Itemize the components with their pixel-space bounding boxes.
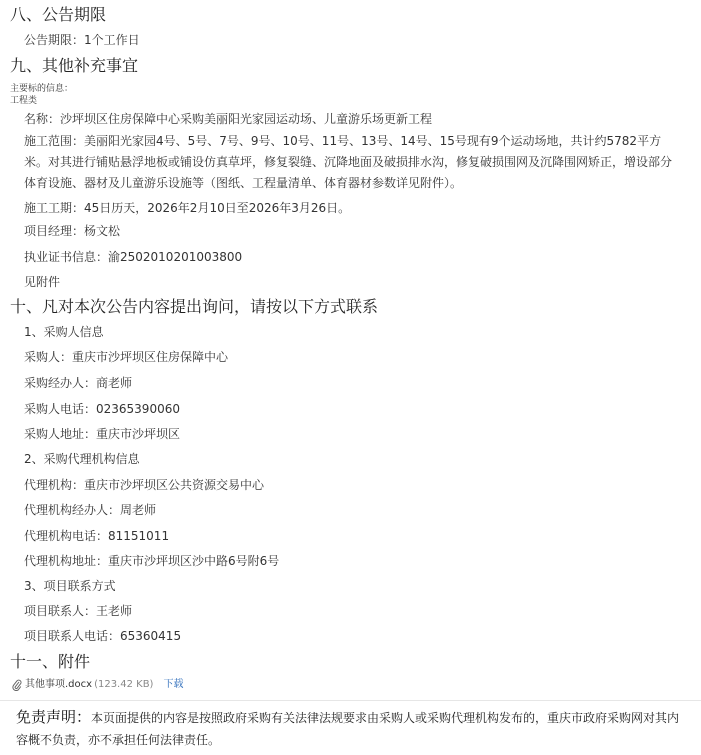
construction-scope: 施工范围：美丽阳光家园4号、5号、7号、9号、10号、11号、13号、14号、15号现有9个运动场地，共计约5782平方米。对其进行铺贴悬浮地板或铺设仿真草坪，修复裂缝、沉降地面及破损排水沟，修复破损围网及沉降围网矫正，增设部分体育设施、器材及儿童游乐设施等（图纸、工程量清单、体育器材参数详见附件）。 bbox=[24, 134, 673, 190]
purchaser-name: 采购人：重庆市沙坪坝区住房保障中心 bbox=[24, 350, 229, 364]
project-contact: 项目联系人：王老师 bbox=[24, 604, 133, 618]
project-manager: 项目经理：杨文松 bbox=[24, 224, 121, 238]
agency-phone: 代理机构电话：81151011 bbox=[24, 529, 170, 543]
divider bbox=[0, 700, 701, 701]
project-contact-phone: 项目联系人电话：65360415 bbox=[24, 629, 182, 643]
section-11-title: 十一、附件 bbox=[10, 652, 91, 671]
attachment-file-name[interactable]: 其他事项.docx bbox=[25, 679, 93, 690]
section-8-title: 八、公告期限 bbox=[10, 5, 107, 24]
download-link[interactable]: 下载 bbox=[163, 679, 184, 690]
paperclip-icon bbox=[12, 679, 22, 691]
section-10-title: 十、凡对本次公告内容提出询问，请按以下方式联系 bbox=[10, 297, 379, 316]
agency-contact: 代理机构经办人：周老师 bbox=[24, 503, 157, 517]
purchaser-phone: 采购人电话：02365390060 bbox=[24, 402, 180, 416]
notice-period: 公告期限：1个工作日 bbox=[24, 33, 140, 47]
subject-info-label: 主要标的信息： bbox=[10, 84, 74, 94]
license-info: 执业证书信息：渝2502010201003800 bbox=[24, 250, 243, 264]
category-label: 工程类 bbox=[10, 96, 38, 106]
agency-name: 代理机构：重庆市沙坪坝区公共资源交易中心 bbox=[24, 478, 265, 492]
agency-heading: 2、采购代理机构信息 bbox=[24, 452, 140, 466]
disclaimer-text: 本页面提供的内容是按照政府采购有关法律法规要求由采购人或采购代理机构发布的，重庆市政府采购网对其内容概不负责，亦不承担任何法律责任。 bbox=[16, 711, 680, 747]
disclaimer bbox=[16, 706, 691, 751]
disclaimer-title: 免责声明： bbox=[16, 708, 92, 726]
purchaser-contact: 采购经办人：商老师 bbox=[24, 376, 133, 390]
construction-duration: 施工工期：45日历天，2026年2月10日至2026年3月26日。 bbox=[24, 201, 351, 215]
project-contact-heading: 3、项目联系方式 bbox=[24, 579, 116, 593]
purchaser-address: 采购人地址：重庆市沙坪坝区 bbox=[24, 427, 181, 441]
section-9-title: 九、其他补充事宜 bbox=[10, 56, 139, 75]
see-attachment: 见附件 bbox=[24, 275, 61, 289]
purchaser-heading: 1、采购人信息 bbox=[24, 325, 104, 339]
project-name: 名称：沙坪坝区住房保障中心采购美丽阳光家园运动场、儿童游乐场更新工程 bbox=[24, 112, 433, 126]
attachment-file-size: (123.42 KB) bbox=[94, 679, 154, 690]
agency-address: 代理机构地址：重庆市沙坪坝区沙中路6号附6号 bbox=[24, 554, 280, 568]
attachment-row bbox=[12, 678, 183, 692]
